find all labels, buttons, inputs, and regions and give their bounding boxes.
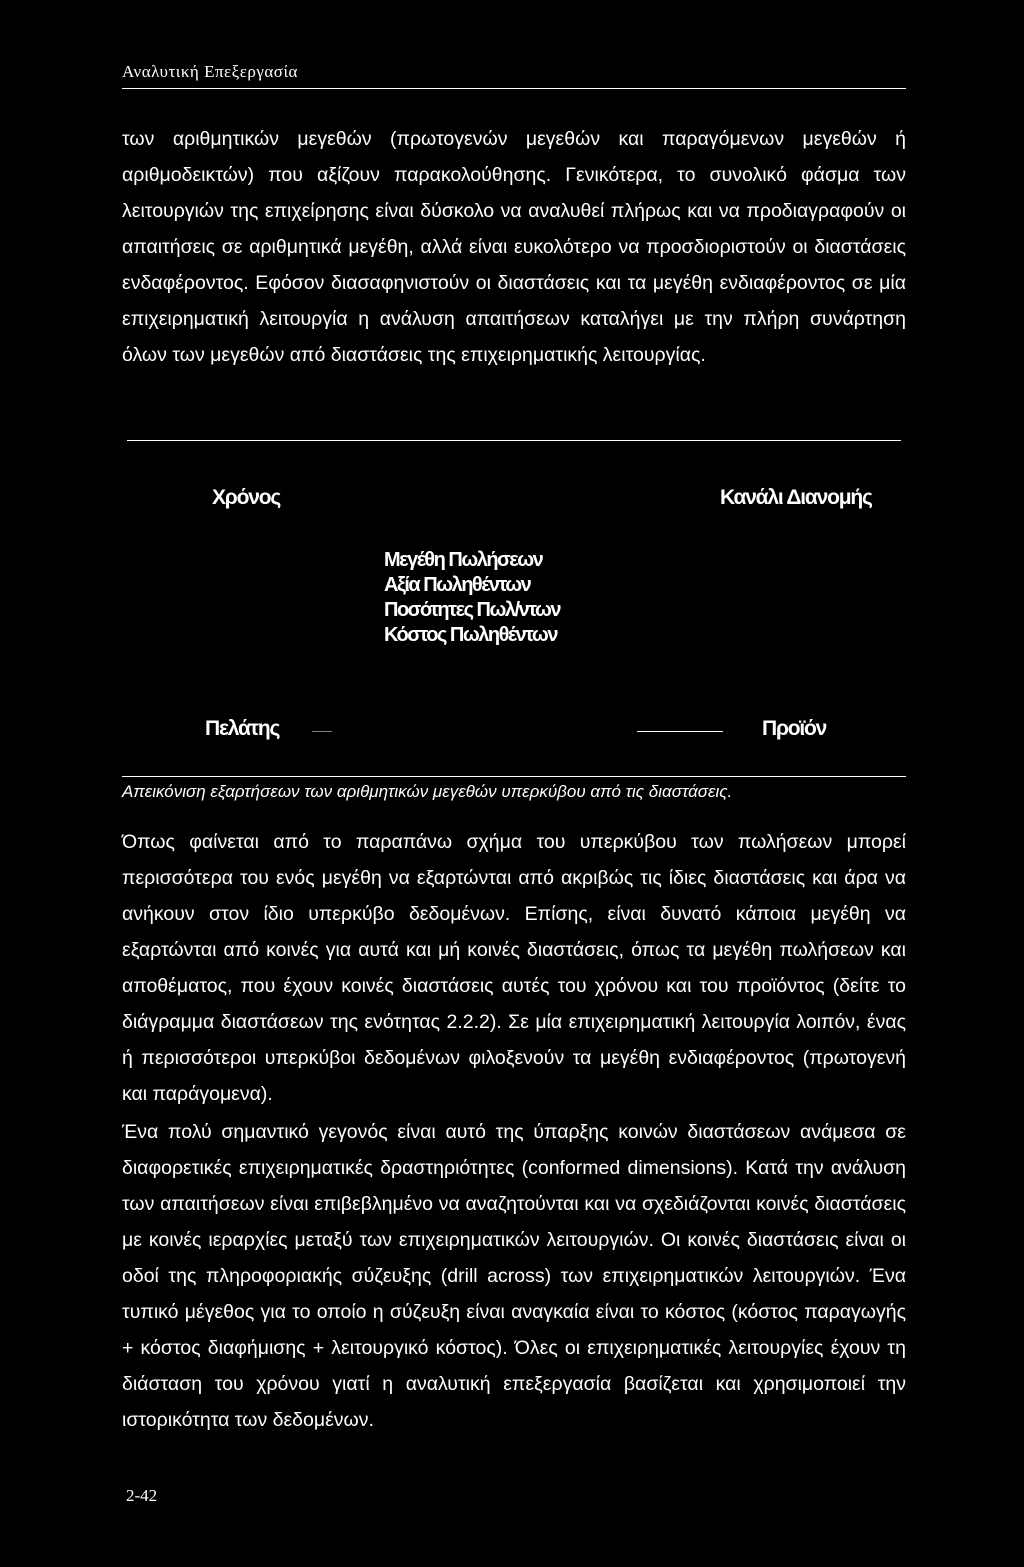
dimension-customer: Πελάτης (205, 717, 280, 740)
measure-item: Αξία Πωληθέντων (384, 574, 531, 596)
product-connector (637, 731, 723, 732)
figure-bottom-rule (122, 776, 906, 777)
figure-caption: Απεικόνιση εξαρτήσεων των αριθμητικών μεγεθών υπερκύβου από τις διαστάσεις. (122, 782, 733, 801)
figure-top-rule (127, 440, 901, 441)
measure-item: Κόστος Πωληθέντων (384, 624, 557, 646)
measure-item: Ποσότητες Πωλ/ντων (384, 599, 561, 621)
paragraph-3: Ένα πολύ σημαντικό γεγονός είναι αυτό της ύπαρξης κοινών διαστάσεων ανάμεσα σε διαφορετικές επιχειρηματικές δραστηριότητες (conformed dimensions). Κατά την ανάλυση των απαιτήσεων είναι επιβεβλημένο να αναζητούνται και να σχεδιάζονται κοινές διαστάσεις με κοινές ιεραρχίες μεταξύ των επιχειρηματικών λειτουργιών. Οι κοινές διαστάσεις είναι οι οδοί της πληροφοριακής σύζευξης (drill across) των επιχειρηματικών λειτουργιών. Ένα τυπικό μέγεθος για το οποίο η σύζευξη είναι αναγκαία είναι το κόστος (κόστος παραγωγής + κόστος διαφήμισης + λειτουργικό κόστος). Όλες οι επιχειρηματικές λειτουργίες έχουν τη διάσταση του χρόνου γιατί η αναλυτική επεξεργασία βασίζεται και χρησιμοποιεί την ιστορικότητα των δεδομένων. (122, 1121, 906, 1431)
dimension-time: Χρόνος (212, 486, 281, 509)
customer-connector (312, 731, 332, 732)
measures-list (384, 548, 560, 648)
dimension-product: Προϊόν (762, 717, 827, 740)
paragraph-2: Όπως φαίνεται από το παραπάνω σχήμα του υπερκύβου των πωλήσεων μπορεί περισσότερα του ενός μεγέθη να εξαρτώνται από ακριβώς τις ίδιες διαστάσεις και άρα να ανήκουν στον ίδιο υπερκύβο δεδομένων. Επίσης, είναι δυνατό κάποια μεγέθη να εξαρτώνται από κοινές για αυτά και μή κοινές διαστάσεις, όπως τα μεγέθη πωλήσεων και αποθέματος, που έχουν κοινές διαστάσεις αυτές του χρόνου και του προϊόντος (δείτε το διάγραμμα διαστάσεων της ενότητας 2.2.2). Σε μία επιχειρηματική λειτουργία λοιπόν, ένας ή περισσότεροι υπερκύβοι δεδομένων φιλοξενούν τα μεγέθη ενδιαφέροντος (πρωτογενή και παράγομενα). (122, 831, 906, 1105)
page-number: 2-42 (126, 1486, 158, 1505)
paragraph-1: των αριθμητικών μεγεθών (πρωτογενών μεγεθών και παραγόμενων μεγεθών ή αριθμοδεικτών) που αξίζουν παρακολούθησης. Γενικότερα, το συνολικό φάσμα των λειτουργιών της επιχείρησης είναι δύσκολο να αναλυθεί πλήρως και να προδιαγραφούν οι απαιτήσεις σε αριθμητικά μεγέθη, αλλά είναι ευκολότερο να προσδιοριστούν οι διαστάσεις ενδαφέροντος. Εφόσον διασαφηνιστούν οι διαστάσεις και τα μεγέθη ενδιαφέροντος σε μία επιχειρηματική λειτουργία η ανάλυση απαιτήσεων καταλήγει με την πλήρη συνάρτηση όλων των μεγεθών από διαστάσεις της επιχειρηματικής λειτουργίας. (122, 128, 906, 366)
running-header: Αναλυτική Επεξεργασία (122, 62, 906, 89)
dimension-channel: Κανάλι Διανομής (720, 486, 872, 509)
measure-item: Μεγέθη Πωλήσεων (384, 549, 543, 571)
